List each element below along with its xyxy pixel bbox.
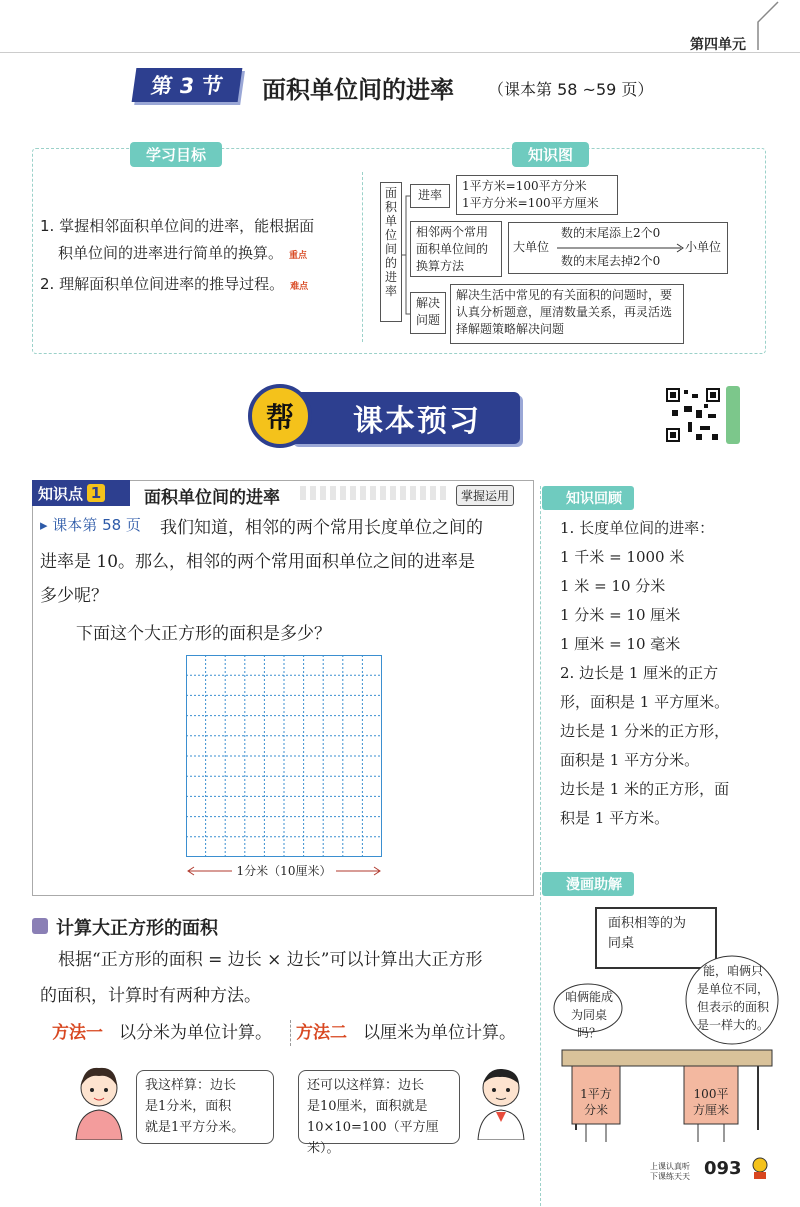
banner-title: 课本预习: [353, 404, 481, 439]
review-line: 1 千米 = 1000 米: [560, 548, 685, 566]
knowledge-map-pill: 知识图: [512, 142, 589, 167]
objectives-divider: [362, 172, 363, 342]
textbook-reference: ▸ 课本第 58 页: [40, 516, 141, 534]
speech-1-line-1: 我这样算：边长: [145, 1078, 237, 1093]
calculator-icon: [32, 918, 48, 934]
method-1-text: 以分米为单位计算。: [119, 1023, 272, 1043]
mascot-icon: [750, 1156, 770, 1180]
knowledge-point-label: 知识点: [38, 484, 84, 503]
knowledge-point-title: 面积单位间的进率: [144, 488, 280, 508]
right-column-divider: [540, 486, 541, 1206]
footer-slogan-1: 上课认真听: [650, 1162, 690, 1171]
qr-code-icon[interactable]: [664, 386, 722, 444]
section-pages: （课本第 58 ~59 页）: [488, 80, 654, 99]
square-grid: [186, 655, 382, 857]
girl-avatar: [64, 1060, 134, 1140]
method-separator: [290, 1020, 291, 1046]
speech-2-line-1: 还可以这样算：边长: [307, 1078, 425, 1093]
footer-slogan-2: 下课练天天: [650, 1172, 690, 1181]
comic-pill: 漫画助解: [542, 872, 634, 896]
question-text: 下面这个大正方形的面积是多少？: [76, 624, 331, 644]
learning-goal-pill: 学习目标: [130, 142, 222, 167]
char-right-line-2: 方厘米: [692, 1103, 729, 1117]
method-2-text: 以厘米为单位计算。: [363, 1023, 516, 1043]
method-1-label: 方法一: [52, 1023, 103, 1043]
page-number: 093: [704, 1158, 742, 1179]
review-pill: 知识回顾: [542, 486, 634, 510]
review-line: 面积是 1 平方分米。: [560, 751, 700, 769]
header-rule: [0, 52, 800, 53]
knowledge-point-number: 1: [87, 484, 105, 502]
speech-2-line-2: 是10厘米，面积就是: [307, 1099, 428, 1114]
speech-2-line-3: 10×10=100（平方厘米）。: [307, 1120, 439, 1156]
map-node-conversion: 相邻两个常用面积单位间的换算方法: [410, 221, 502, 277]
review-line: 1 米 = 10 分米: [560, 577, 666, 595]
comic-bubble-left: [560, 988, 618, 1042]
unit-label: 第四单元: [690, 37, 746, 53]
bubble-right-line-4: 是一样大的。: [696, 1018, 769, 1032]
review-line: 形，面积是 1 平方厘米。: [560, 693, 730, 711]
girl-speech-bubble: [136, 1070, 274, 1144]
method-2: [296, 1018, 516, 1043]
map-leaf-solve: 解决生活中常见的有关面积的问题时，要认真分析题意，厘清数量关系，再灵活选择解题策略解决问题: [450, 284, 684, 344]
map-root: 面积单位间的进率: [380, 182, 402, 322]
intro-line-1: 我们知道，相邻的两个常用长度单位之间的: [160, 518, 483, 538]
big-unit-label: 大单位: [513, 240, 550, 254]
review-line: 1 分米 = 10 厘米: [560, 606, 681, 624]
char-right-line-1: 100平: [693, 1087, 729, 1101]
bubble-right-line-2: 是单位不同，: [696, 982, 769, 996]
objective-1-text: 积单位间的进率进行简单的换算。: [58, 244, 284, 262]
method-1: [52, 1018, 272, 1043]
title-stripe: [300, 486, 450, 500]
bubble-left-line-1: 咱俩能成: [564, 990, 613, 1004]
map-node-rate: 进率: [410, 184, 450, 208]
method-2-label: 方法二: [296, 1023, 347, 1043]
map-leaf-rate-line-1: 1平方米=100平方分米: [462, 179, 587, 193]
objective-1-line-b: [58, 242, 307, 263]
review-line: 2. 边长是 1 厘米的正方: [560, 664, 719, 682]
calculation-line-1: 根据“正方形的面积 = 边长 × 边长”可以计算出大正方形: [58, 950, 483, 970]
map-leaf-rate-line-2: 1平方分米=100平方厘米: [462, 196, 599, 210]
grid-dimension-label: 1分米（10厘米）: [236, 864, 332, 878]
difficulty-tag: 难点: [290, 282, 309, 292]
review-line: 边长是 1 分米的正方形，: [560, 722, 730, 740]
conversion-bottom: 数的末尾去掉2个0: [561, 254, 661, 268]
speech-1-line-3: 就是1平方分米。: [145, 1120, 245, 1135]
key-point-tag: 重点: [289, 251, 308, 261]
corner-decoration: [754, 0, 780, 52]
comic-char-left: [574, 1086, 618, 1118]
review-line: 1 厘米 = 10 毫米: [560, 635, 681, 653]
qr-side-tab: [726, 386, 740, 444]
bubble-right-line-3: 但表示的面积: [696, 1000, 769, 1014]
mastery-tag: 掌握运用: [456, 485, 514, 506]
objective-2: [40, 273, 308, 294]
char-left-line-1: 1平方: [580, 1087, 612, 1101]
preview-banner: [290, 392, 520, 444]
footer-slogan: [650, 1162, 690, 1182]
section-badge-text: 第 3 节: [149, 74, 225, 98]
help-circle-icon: 帮: [248, 384, 312, 448]
board-line-2: 同桌: [608, 936, 635, 951]
calculation-title: 计算大正方形的面积: [56, 918, 218, 939]
speech-1-line-2: 是1分米，面积: [145, 1099, 232, 1114]
intro-line-2: 进率是 10。那么，相邻的两个常用面积单位之间的进率是: [40, 552, 476, 572]
knowledge-point-badge: [32, 480, 130, 506]
section-title: 面积单位间的进率: [262, 76, 454, 104]
review-line: 积是 1 平方米。: [560, 809, 670, 827]
conversion-top: 数的末尾添上2个0: [561, 226, 661, 240]
map-node-solve: 解决问题: [410, 292, 446, 334]
review-line: 1. 长度单位间的进率：: [560, 519, 715, 537]
char-left-line-2: 分米: [583, 1103, 608, 1117]
comic-bubble-right: [692, 962, 774, 1034]
calculation-line-2: 的面积，计算时有两种方法。: [40, 986, 261, 1006]
comic-illustration: [552, 900, 780, 1150]
bubble-left-line-2: 为同桌吗？: [570, 1008, 607, 1040]
map-leaf-rate: [456, 175, 618, 215]
objective-1-line-a: 1. 掌握相邻面积单位间的进率，能根据面: [40, 217, 315, 235]
intro-line-3: 多少呢？: [40, 586, 108, 606]
objective-2-text: 2. 理解面积单位间进率的推导过程。: [40, 275, 285, 293]
comic-board-text: [608, 914, 686, 954]
section-badge: [132, 68, 243, 102]
bubble-right-line-1: 能，咱俩只: [702, 964, 763, 978]
board-line-1: 面积相等的为: [608, 916, 687, 931]
boy-speech-bubble: [298, 1070, 460, 1156]
boy-avatar: [466, 1060, 536, 1140]
comic-char-right: [684, 1086, 738, 1118]
small-unit-label: 小单位: [685, 240, 722, 254]
map-leaf-conversion: [508, 222, 728, 274]
review-line: 边长是 1 米的正方形，面: [560, 780, 730, 798]
